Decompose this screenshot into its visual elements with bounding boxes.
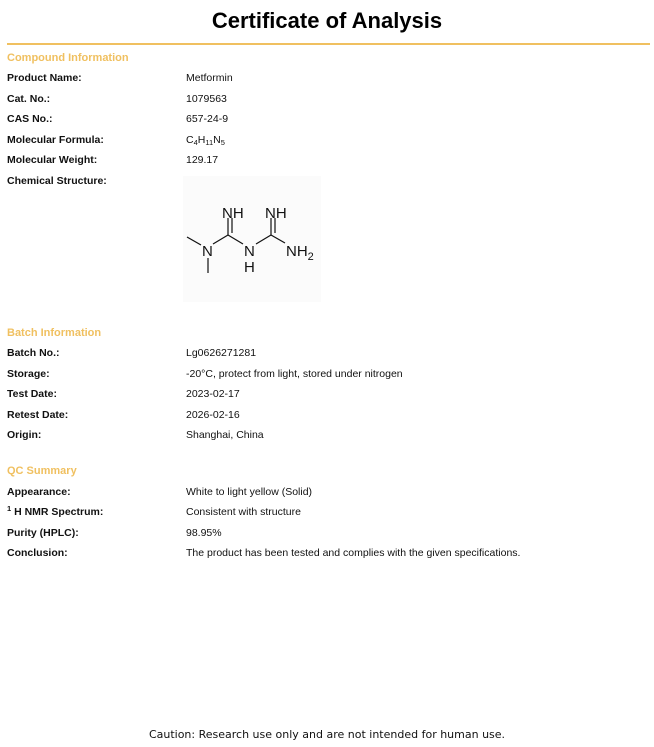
- cas-no-value: 657-24-9: [186, 113, 229, 125]
- structure-atom-n-left: N: [202, 243, 213, 260]
- document-title: Certificate of Analysis: [211, 8, 443, 33]
- product-name-value: Metformin: [186, 72, 233, 84]
- molecular-formula-value: $C_4H_{11}N_5$: [186, 134, 225, 147]
- molecular-formula-label: Molecular Formula:: [7, 134, 104, 146]
- purity-value: 98.95%: [186, 527, 222, 539]
- purity-label: Purity (HPLC):: [7, 527, 79, 539]
- origin-value: Shanghai, China: [186, 429, 264, 441]
- structure-atom-nh2: $NH_2$: [286, 243, 314, 263]
- structure-atom-h-center: H: [244, 259, 255, 276]
- batch-no-label: Batch No.:: [7, 347, 60, 359]
- qc-section-heading: QC Summary: [7, 465, 77, 477]
- appearance-value: White to light yellow (Solid): [186, 486, 313, 498]
- conclusion-value: The product has been tested and complies with the given specifications.: [186, 547, 521, 559]
- nmr-spectrum-value: Consistent with structure: [186, 506, 301, 518]
- conclusion-label: Conclusion:: [7, 547, 68, 559]
- appearance-label: Appearance:: [7, 486, 71, 498]
- test-date-value: 2023-02-17: [186, 388, 240, 400]
- structure-atom-n-center: N: [244, 243, 255, 260]
- test-date-label: Test Date:: [7, 388, 57, 400]
- retest-date-label: Retest Date:: [7, 409, 69, 421]
- origin-label: Origin:: [7, 429, 42, 441]
- cas-no-label: CAS No.:: [7, 113, 53, 125]
- chemical-structure-image: [183, 176, 321, 302]
- cat-no-label: Cat. No.:: [7, 93, 51, 105]
- molecular-weight-value: 129.17: [186, 154, 219, 166]
- batch-section-heading: Batch Information: [7, 327, 102, 339]
- caution-footer: Caution: Research use only and are not intended for human use.: [148, 728, 506, 741]
- nmr-spectrum-label: $^1$ H NMR Spectrum:: [7, 504, 104, 518]
- title-divider: [7, 43, 650, 45]
- storage-label: Storage:: [7, 368, 50, 380]
- storage-value: -20°C, protect from light, stored under nitrogen: [186, 368, 403, 380]
- batch-no-value: Lg0626271281: [186, 347, 257, 359]
- retest-date-value: 2026-02-16: [186, 409, 240, 421]
- product-name-label: Product Name:: [7, 72, 82, 84]
- compound-section-heading: Compound Information: [7, 52, 129, 64]
- molecular-weight-label: Molecular Weight:: [7, 154, 98, 166]
- structure-atom-nh-right: NH: [265, 205, 287, 222]
- chemical-structure-label: Chemical Structure:: [7, 175, 107, 187]
- cat-no-value: 1079563: [186, 93, 227, 105]
- structure-atom-nh-left: NH: [222, 205, 244, 222]
